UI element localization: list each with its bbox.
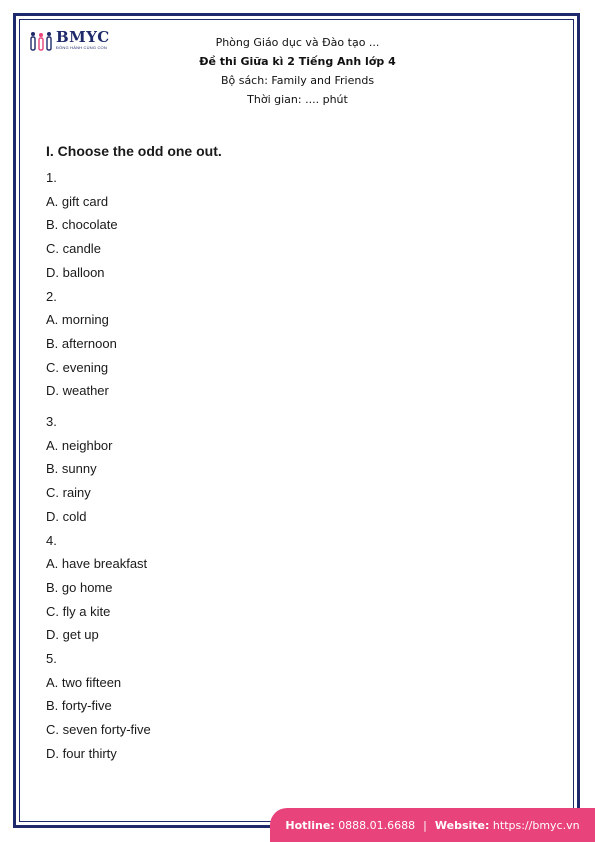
- option-c: C. rainy: [46, 485, 91, 501]
- option-c: C. seven forty-five: [46, 722, 151, 738]
- question-number: 5.: [46, 651, 57, 667]
- question-2: [46, 285, 222, 404]
- logo-tagline: ĐỒNG HÀNH CÙNG CON: [56, 45, 107, 50]
- header-time: Thời gian: .... phút: [247, 93, 348, 106]
- option-a: A. morning: [46, 312, 109, 328]
- header-book: Bộ sách: Family and Friends: [220, 74, 375, 87]
- hotline-number[interactable]: 0888.01.6688: [338, 818, 416, 832]
- question-number: 1.: [46, 170, 57, 185]
- question-3: [46, 410, 222, 529]
- footer-contact-bar: [270, 808, 595, 842]
- question-number: 3.: [46, 414, 57, 430]
- option-c: C. fly a kite: [46, 603, 111, 619]
- section-title: I. Choose the odd one out.: [46, 143, 222, 159]
- hotline-label: Hotline:: [285, 818, 335, 832]
- option-b: B. forty-five: [46, 698, 112, 714]
- website-label: Website:: [434, 818, 490, 832]
- option-b: B. chocolate: [46, 217, 118, 233]
- option-b: B. afternoon: [46, 335, 117, 351]
- header-exam-title: Đề thi Giữa kì 2 Tiếng Anh lớp 4: [199, 55, 396, 68]
- question-5: [46, 647, 222, 766]
- option-b: B. go home: [46, 579, 113, 595]
- option-d: D. get up: [46, 627, 99, 643]
- option-a: A. have breakfast: [46, 556, 148, 572]
- option-b: B. sunny: [46, 461, 97, 477]
- option-c: C. candle: [46, 241, 101, 257]
- option-d: D. weather: [46, 383, 109, 399]
- option-a: A. gift card: [46, 193, 109, 209]
- option-c: C. evening: [46, 359, 109, 375]
- exam-content: [46, 142, 222, 766]
- option-a: A. neighbor: [46, 437, 113, 453]
- footer-separator: |: [423, 818, 427, 832]
- option-d: D. four thirty: [46, 745, 117, 761]
- website-link[interactable]: https://bmyc.vn: [492, 818, 580, 832]
- option-a: A. two fifteen: [46, 674, 122, 690]
- question-4: [46, 529, 222, 648]
- question-number: 2.: [46, 288, 57, 304]
- question-1: [46, 166, 222, 285]
- exam-header: [0, 33, 595, 109]
- option-d: D. balloon: [46, 264, 105, 280]
- question-number: 4.: [46, 532, 57, 548]
- option-d: D. cold: [46, 508, 87, 524]
- logo-name: BMYC: [56, 28, 110, 46]
- header-department: Phòng Giáo dục và Đào tạo ...: [215, 36, 380, 49]
